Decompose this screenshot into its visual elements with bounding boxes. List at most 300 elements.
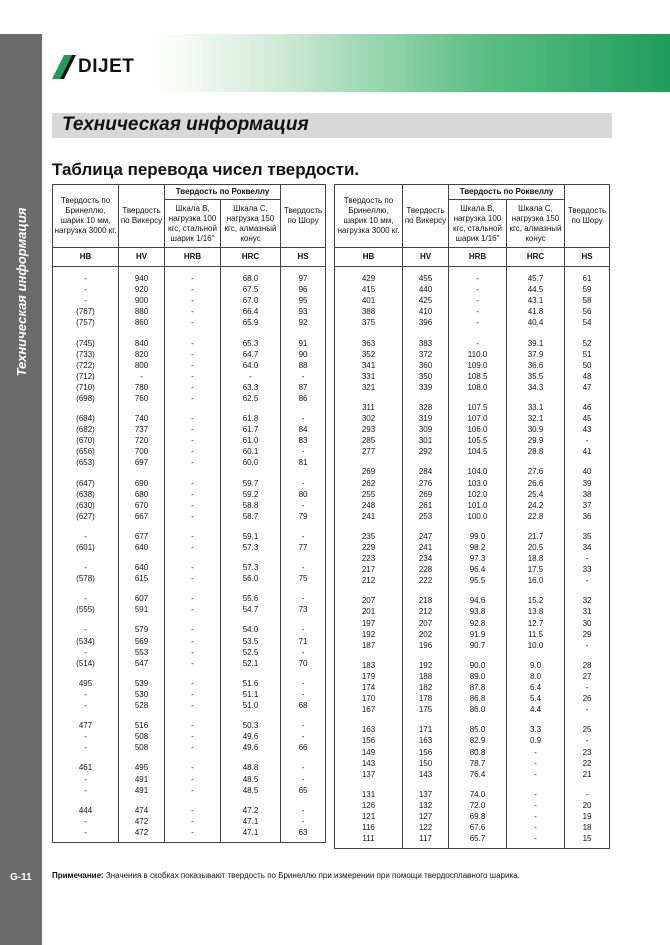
table-gap-cell: [53, 328, 119, 337]
table-cell: 131: [335, 789, 403, 800]
table-cell: 192: [335, 629, 403, 640]
table-cell: 401: [335, 295, 403, 306]
table-row: [53, 678, 326, 689]
table-row: [335, 435, 610, 446]
table-cell: -: [165, 478, 221, 489]
table-cell: 900: [119, 295, 165, 306]
table-cell: 107.5: [449, 402, 507, 413]
table-row: [335, 671, 610, 682]
table-cell: -: [165, 542, 221, 553]
table-cell: 52.5: [221, 647, 281, 658]
table-cell: 72.0: [449, 800, 507, 811]
table-cell: 425: [403, 295, 449, 306]
table-cell: 30.9: [507, 424, 565, 435]
table-cell: 15.2: [507, 595, 565, 606]
table-cell: 67.6: [449, 822, 507, 833]
header-hb: Твердость по Бринеллю, шарик 10 мм, нагрузка 3000 кг.: [335, 185, 403, 248]
table-row: [53, 647, 326, 658]
table-cell: 800: [119, 360, 165, 371]
table-gap-row: [53, 584, 326, 593]
table-cell: 352: [335, 349, 403, 360]
table-cell: -: [565, 704, 610, 715]
table-gap-cell: [165, 753, 221, 762]
table-cell: 228: [403, 564, 449, 575]
table-cell: -: [165, 446, 221, 457]
table-gap-cell: [281, 404, 326, 413]
table-cell: 56.0: [221, 573, 281, 584]
table-cell: 429: [335, 267, 403, 285]
table-row: [53, 317, 326, 328]
table-cell: 49.6: [221, 731, 281, 742]
table-cell: 156: [403, 746, 449, 757]
table-cell: 122: [403, 822, 449, 833]
table-cell: 110.0: [449, 349, 507, 360]
table-row: [335, 660, 610, 671]
table-gap-row: [53, 553, 326, 562]
table-cell: 780: [119, 382, 165, 393]
table-cell: 640: [119, 542, 165, 553]
table-row: [335, 466, 610, 477]
table-cell: 396: [403, 317, 449, 328]
table-cell: 170: [335, 693, 403, 704]
table-cell: 79: [281, 511, 326, 522]
table-row: [335, 295, 610, 306]
table-gap-cell: [119, 796, 165, 805]
table-cell: -: [565, 640, 610, 651]
table-gap-row: [335, 651, 610, 660]
table-cell: 52.1: [221, 658, 281, 669]
table-cell: 33: [565, 564, 610, 575]
table-cell: 528: [119, 700, 165, 711]
table-cell: 167: [335, 704, 403, 715]
table-row: [53, 382, 326, 393]
table-cell: -: [53, 593, 119, 604]
table-cell: 25.4: [507, 489, 565, 500]
table-gap-cell: [335, 715, 403, 724]
table-gap-cell: [335, 522, 403, 531]
table-gap-cell: [507, 780, 565, 789]
table-row: [53, 531, 326, 542]
table-cell: 737: [119, 424, 165, 435]
symbol-hb: HB: [53, 248, 119, 267]
table-cell: -: [165, 816, 221, 827]
table-cell: 86: [281, 393, 326, 404]
table-cell: 51.1: [221, 689, 281, 700]
table-cell: 284: [403, 466, 449, 477]
table-cell: -: [53, 742, 119, 753]
table-gap-cell: [53, 553, 119, 562]
table-row: [335, 317, 610, 328]
table-cell: 22: [565, 758, 610, 769]
table-cell: 591: [119, 604, 165, 615]
table-cell: 241: [335, 511, 403, 522]
table-cell: 60.1: [221, 446, 281, 457]
table-row: [335, 478, 610, 489]
table-cell: 197: [335, 618, 403, 629]
table-row: [335, 769, 610, 780]
table-gap-cell: [449, 522, 507, 531]
table-cell: 109.0: [449, 360, 507, 371]
table-gap-cell: [281, 669, 326, 678]
table-cell: -: [53, 284, 119, 295]
table-cell: 474: [119, 805, 165, 816]
table-row: [335, 542, 610, 553]
table-gap-cell: [281, 615, 326, 624]
table-gap-cell: [221, 469, 281, 478]
table-gap-row: [335, 328, 610, 337]
table-cell: 309: [403, 424, 449, 435]
symbol-hrc: HRC: [221, 248, 281, 267]
table-row: [53, 393, 326, 404]
table-cell: 93: [281, 306, 326, 317]
page-number: G-11: [10, 872, 32, 883]
table-cell: -: [165, 435, 221, 446]
table-cell: 262: [335, 478, 403, 489]
table-row: [335, 822, 610, 833]
table-cell: 78.7: [449, 758, 507, 769]
table-cell: 51.6: [221, 678, 281, 689]
table-cell: 54: [565, 317, 610, 328]
table-cell: -: [165, 424, 221, 435]
table-cell: 4.4: [507, 704, 565, 715]
table-gap-cell: [335, 457, 403, 466]
table-cell: 108.5: [449, 371, 507, 382]
table-cell: 388: [335, 306, 403, 317]
table-row: [335, 575, 610, 586]
table-cell: -: [53, 785, 119, 796]
table-cell: 132: [403, 800, 449, 811]
table-gap-cell: [565, 651, 610, 660]
table-cell: 579: [119, 624, 165, 635]
table-cell: 56: [565, 306, 610, 317]
table-row: [53, 731, 326, 742]
table-cell: 20.5: [507, 542, 565, 553]
table-row: [53, 542, 326, 553]
table-gap-cell: [53, 469, 119, 478]
table-cell: 553: [119, 647, 165, 658]
table-cell: -: [165, 267, 221, 285]
table-cell: 66.4: [221, 306, 281, 317]
table-gap-cell: [165, 615, 221, 624]
table-gap-cell: [403, 457, 449, 466]
table-row: [335, 629, 610, 640]
table-cell: -: [53, 773, 119, 784]
table-cell: -: [281, 371, 326, 382]
table-cell: -: [507, 789, 565, 800]
table-cell: 43.1: [507, 295, 565, 306]
table-cell: 18.8: [507, 553, 565, 564]
table-row: [335, 446, 610, 457]
table-cell: 547: [119, 658, 165, 669]
table-cell: 67.0: [221, 295, 281, 306]
table-gap-cell: [507, 457, 565, 466]
table-cell: 43: [565, 424, 610, 435]
table-row: [53, 306, 326, 317]
page-heading: Таблица перевода чисел твердости.: [52, 160, 360, 179]
table-cell: (710): [53, 382, 119, 393]
table-cell: 27: [565, 671, 610, 682]
table-cell: -: [449, 306, 507, 317]
table-cell: -: [281, 816, 326, 827]
table-gap-row: [335, 780, 610, 789]
table-row: [335, 682, 610, 693]
table-cell: -: [165, 371, 221, 382]
table-body-left: [53, 267, 326, 843]
table-gap-cell: [221, 328, 281, 337]
table-row: [335, 640, 610, 651]
table-cell: 58: [565, 295, 610, 306]
table-cell: 341: [335, 360, 403, 371]
table-gap-cell: [281, 796, 326, 805]
table-row: [335, 267, 610, 285]
table-cell: 67.5: [221, 284, 281, 295]
table-row: [53, 360, 326, 371]
table-cell: 9.0: [507, 660, 565, 671]
table-cell: 17.5: [507, 564, 565, 575]
table-gap-cell: [165, 404, 221, 413]
table-row: [335, 704, 610, 715]
table-cell: 202: [403, 629, 449, 640]
table-cell: 127: [403, 811, 449, 822]
section-title: Техническая информация: [62, 114, 309, 135]
table-cell: 697: [119, 457, 165, 468]
table-cell: 41: [565, 446, 610, 457]
table-cell: 34.3: [507, 382, 565, 393]
table-cell: 69.8: [449, 811, 507, 822]
table-cell: -: [165, 678, 221, 689]
table-gap-cell: [507, 328, 565, 337]
table-cell: -: [281, 593, 326, 604]
table-gap-cell: [53, 522, 119, 531]
table-row: [335, 595, 610, 606]
table-cell: 539: [119, 678, 165, 689]
symbol-hv: HV: [119, 248, 165, 267]
table-cell: 179: [335, 671, 403, 682]
table-cell: 104.0: [449, 466, 507, 477]
table-cell: 32.1: [507, 413, 565, 424]
table-cell: 98.2: [449, 542, 507, 553]
symbol-hrb: HRB: [165, 248, 221, 267]
table-cell: 47.1: [221, 827, 281, 843]
table-cell: 12.7: [507, 618, 565, 629]
table-gap-cell: [449, 393, 507, 402]
table-gap-cell: [165, 584, 221, 593]
table-cell: 33.1: [507, 402, 565, 413]
table-cell: 99.0: [449, 531, 507, 542]
table-cell: 63.3: [221, 382, 281, 393]
table-cell: 28: [565, 660, 610, 671]
table-cell: 108.0: [449, 382, 507, 393]
table-cell: -: [53, 647, 119, 658]
table-cell: 59.7: [221, 478, 281, 489]
table-cell: 217: [335, 564, 403, 575]
table-cell: 38: [565, 489, 610, 500]
table-cell: 48.8: [221, 762, 281, 773]
table-cell: 143: [403, 769, 449, 780]
table-row: [335, 800, 610, 811]
table-cell: 61: [565, 267, 610, 285]
table-cell: -: [165, 785, 221, 796]
table-cell: 149: [335, 746, 403, 757]
table-gap-cell: [449, 651, 507, 660]
table-cell: (638): [53, 489, 119, 500]
table-cell: 292: [403, 446, 449, 457]
table-gap-cell: [119, 553, 165, 562]
hardness-table-right: [334, 184, 610, 849]
table-cell: -: [281, 478, 326, 489]
table-cell: 91.9: [449, 629, 507, 640]
table-cell: 81: [281, 457, 326, 468]
table-cell: -: [507, 746, 565, 757]
table-cell: 241: [403, 542, 449, 553]
table-cell: 3.3: [507, 724, 565, 735]
table-cell: 77: [281, 542, 326, 553]
table-cell: 269: [335, 466, 403, 477]
table-cell: 920: [119, 284, 165, 295]
table-cell: 196: [403, 640, 449, 651]
table-cell: 10.0: [507, 640, 565, 651]
table-cell: 21.7: [507, 531, 565, 542]
table-cell: 47.1: [221, 816, 281, 827]
table-row: [335, 746, 610, 757]
table-cell: -: [53, 816, 119, 827]
table-cell: 13.8: [507, 606, 565, 617]
table-gap-cell: [119, 753, 165, 762]
table-cell: -: [449, 267, 507, 285]
table-cell: 461: [53, 762, 119, 773]
table-row: [53, 457, 326, 468]
header-hb: Твердость по Бринеллю, шарик 10 мм, нагрузка 3000 кг.: [53, 185, 119, 248]
table-cell: 68.0: [221, 267, 281, 285]
table-cell: 150: [403, 758, 449, 769]
table-cell: -: [53, 531, 119, 542]
table-gap-cell: [403, 715, 449, 724]
table-row: [53, 604, 326, 615]
table-cell: 89.0: [449, 671, 507, 682]
table-cell: 90.7: [449, 640, 507, 651]
table-cell: -: [507, 800, 565, 811]
table-cell: 248: [335, 500, 403, 511]
table-cell: 57.3: [221, 542, 281, 553]
table-cell: 39.1: [507, 337, 565, 348]
table-cell: -: [165, 805, 221, 816]
table-gap-cell: [565, 780, 610, 789]
symbol-hb: HB: [335, 248, 403, 267]
table-cell: 187: [335, 640, 403, 651]
table-row: [53, 349, 326, 360]
table-cell: 491: [119, 773, 165, 784]
table-cell: -: [53, 624, 119, 635]
table-cell: 37: [565, 500, 610, 511]
table-gap-row: [335, 522, 610, 531]
table-row: [53, 500, 326, 511]
table-cell: 720: [119, 435, 165, 446]
table-gap-cell: [53, 669, 119, 678]
table-cell: 60.0: [221, 457, 281, 468]
table-row: [53, 573, 326, 584]
table-cell: 350: [403, 371, 449, 382]
table-cell: 47: [565, 382, 610, 393]
table-cell: (630): [53, 500, 119, 511]
table-cell: (670): [53, 435, 119, 446]
table-cell: 31: [565, 606, 610, 617]
table-cell: -: [165, 647, 221, 658]
table-cell: 91: [281, 337, 326, 348]
table-cell: -: [165, 489, 221, 500]
table-cell: 21: [565, 769, 610, 780]
hardness-table-left: [52, 184, 326, 843]
table-cell: -: [165, 658, 221, 669]
table-cell: 495: [119, 762, 165, 773]
table-gap-cell: [119, 669, 165, 678]
table-cell: 96: [281, 284, 326, 295]
table-row: [335, 693, 610, 704]
table-gap-cell: [221, 522, 281, 531]
table-cell: -: [281, 624, 326, 635]
table-cell: -: [165, 604, 221, 615]
table-cell: 163: [335, 724, 403, 735]
table-cell: 163: [403, 735, 449, 746]
table-cell: 41.8: [507, 306, 565, 317]
table-cell: 516: [119, 720, 165, 731]
table-row: [53, 785, 326, 796]
table-cell: 40.4: [507, 317, 565, 328]
table-cell: 667: [119, 511, 165, 522]
table-cell: 126: [335, 800, 403, 811]
header-hrc-desc: Шкала С, нагрузка 150 кгс, алмазный конус: [507, 200, 565, 248]
side-bar: [0, 34, 42, 945]
table-cell: (627): [53, 511, 119, 522]
table-gap-row: [53, 753, 326, 762]
table-cell: 61.0: [221, 435, 281, 446]
table-cell: 277: [335, 446, 403, 457]
table-gap-cell: [565, 522, 610, 531]
table-cell: 700: [119, 446, 165, 457]
table-gap-cell: [403, 586, 449, 595]
table-cell: 331: [335, 371, 403, 382]
table-row: [335, 349, 610, 360]
table-gap-cell: [221, 753, 281, 762]
table-cell: 71: [281, 636, 326, 647]
table-cell: 76.4: [449, 769, 507, 780]
table-cell: 36.6: [507, 360, 565, 371]
table-cell: 410: [403, 306, 449, 317]
table-cell: 40: [565, 466, 610, 477]
table-cell: 84: [281, 424, 326, 435]
table-cell: 472: [119, 827, 165, 843]
table-cell: (757): [53, 317, 119, 328]
table-row: [335, 413, 610, 424]
table-cell: 22.8: [507, 511, 565, 522]
header-hrb-desc: Шкала В, нагрузка 100 кгс, стальной шарик 1/16": [449, 200, 507, 248]
table-gap-cell: [53, 584, 119, 593]
table-gap-cell: [53, 615, 119, 624]
table-cell: 65.9: [221, 317, 281, 328]
table-cell: 247: [403, 531, 449, 542]
table-gap-cell: [565, 328, 610, 337]
table-cell: 640: [119, 562, 165, 573]
table-gap-cell: [221, 711, 281, 720]
table-cell: -: [119, 371, 165, 382]
table-cell: 46: [565, 402, 610, 413]
table-gap-cell: [53, 711, 119, 720]
table-gap-cell: [449, 457, 507, 466]
table-cell: 34: [565, 542, 610, 553]
table-cell: 48.5: [221, 773, 281, 784]
table-cell: 530: [119, 689, 165, 700]
table-cell: 90.0: [449, 660, 507, 671]
table-cell: 175: [403, 704, 449, 715]
